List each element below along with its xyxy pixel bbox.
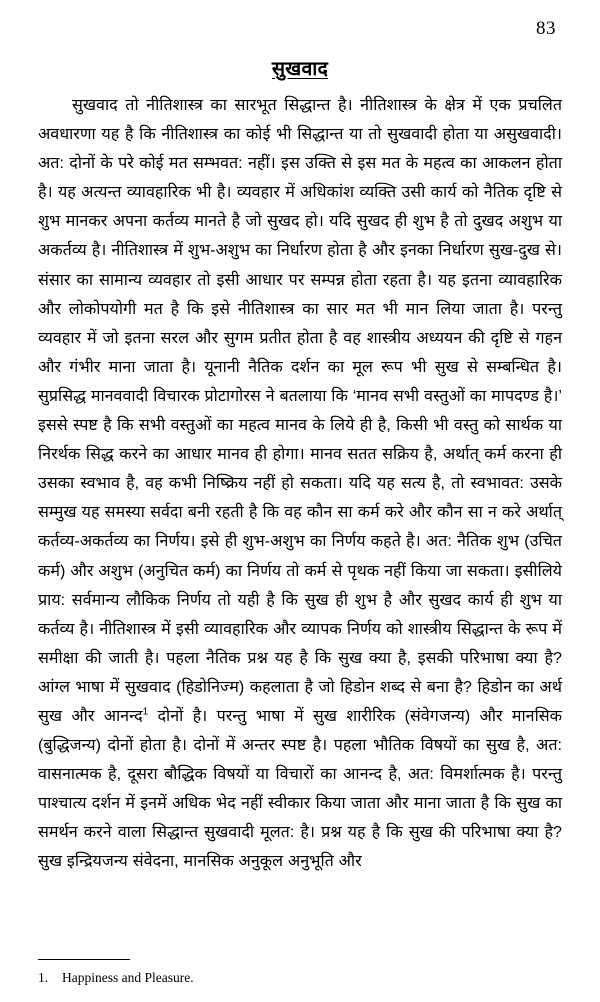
footnote-text: Happiness and Pleasure. bbox=[62, 970, 194, 985]
footnote-reference: 1 bbox=[142, 706, 149, 718]
paragraph-text-part-1: सुखवाद तो नीतिशास्त्र का सारभूत सिद्धान्त है। नीतिशास्त्र के क्षेत्र में एक प्रचलित अवधारणा यह है कि नीतिशास्त्र का कोई भी सिद्धान्त या तो सुखवादी होता या असुखवादी। अत: दोनों के परे कोई मत सम्भवत: नहीं। इस उक्ति से इस मत के महत्व का आकलन होता है। यह अत्यन्त व्यावहारिक भी है। व्यवहार में अधिकांश व्यक्ति उसी कार्य को नैतिक दृष्टि से शुभ मानकर अपना कर्तव्य मानते है जो सुखद हो। यदि सुखद ही शुभ है तो दुखद अशुभ या अकर्तव्य है। नीतिशास्त्र में शुभ-अशुभ का निर्धारण होता है और इनका निर्धारण सुख-दुख से। संसार का सामान्य व्यवहार तो इसी आधार पर सम्पन्न होता रहता है। यह इतना व्यावहारिक और लोकोपयोगी मत है कि इसे नीतिशास्त्र का सार मत भी मान लिया जाता है। परन्तु व्यवहार में जो इतना सरल और सुगम प्रतीत होता है वह शास्त्रीय अध्ययन की दृष्टि से गहन और गंभीर माना जाता है। यूनानी नैतिक दर्शन का मूल रूप भी सुख से सम्बन्धित है। सुप्रसिद्ध मानववादी विचारक प्रोटागोरस ने बतलाया कि ‘मानव सभी वस्तुओं का मापदण्ड है।’ इससे स्पष्ट है कि सभी वस्तुओं का महत्व मानव के लिये ही है, किसी भी वस्तु को सार्थक या निरर्थक सिद्ध करने का आधार मानव ही होगा। मानव सतत सक्रिय है, अर्थात् कर्म करना ही उसका स्वभाव है, वह कभी निष्क्रिय नहीं हो सकता। यदि यह सत्य है, तो स्वभावत: उसके सम्मुख यह समस्या सर्वदा बनी रहती है कि वह कौन सा कर्म करे और कौन सा न करे अर्थात् कर्तव्य-अकर्तव्य का निर्णय। इसे ही शुभ-अशुभ का निर्णय कहते है। अत: नैतिक शुभ (उचित कर्म) और अशुभ (अनुचित कर्म) का निर्णय तो कर्म से पृथक नहीं किया जा सकता। इसीलिये प्राय: सर्वमान्य लौकिक निर्णय तो यही है कि सुख ही शुभ है और सुखद कार्य ही शुभ या कर्तव्य है। नीतिशास्त्र में इसी व्यावहारिक और व्यापक निर्णय को शास्त्रीय सिद्धान्त के रूप में समीक्षा की जाती है। पहला नैतिक प्रश्न यह है कि सुख क्या है, इसकी परिभाषा क्या है? आंग्ल भाषा में सुखवाद (हिडोनिज्म) कहलाता है जो हिडोन शब्द से बना है? हिडोन का अर्थ सुख और आनन्द bbox=[38, 96, 562, 725]
page-number: 83 bbox=[536, 18, 556, 39]
footnote-marker: 1. bbox=[38, 970, 49, 985]
footnote-divider bbox=[38, 959, 130, 960]
footnote-item bbox=[38, 969, 562, 986]
section-heading: सुखवाद bbox=[271, 58, 329, 80]
paragraph-text-part-2: दोनों है। परन्तु भाषा में सुख शारीरिक (संवेगजन्य) और मानसिक (बुद्धिजन्य) दोनों होता है। दोनों में अन्तर स्पष्ट है। पहला भौतिक विषयों का सुख है, अत: वासनात्मक है, दूसरा बौद्धिक विषयों या विचारों का आनन्द है, अत: विमर्शात्मक है। परन्तु पाश्चात्य दर्शन में इनमें अधिक भेद नहीं स्वीकार किया जाता और माना जाता है कि सुख का समर्थन करने वाला सिद्धान्त सुखवादी मूलत: है। प्रश्न यह है कि सुख की परिभाषा क्या है? सुख इन्द्रियजन्य संवेदना, मानसिक अनुकूल अनुभूति और bbox=[38, 706, 563, 871]
footnote-area bbox=[38, 959, 562, 986]
body-paragraph bbox=[38, 91, 562, 877]
